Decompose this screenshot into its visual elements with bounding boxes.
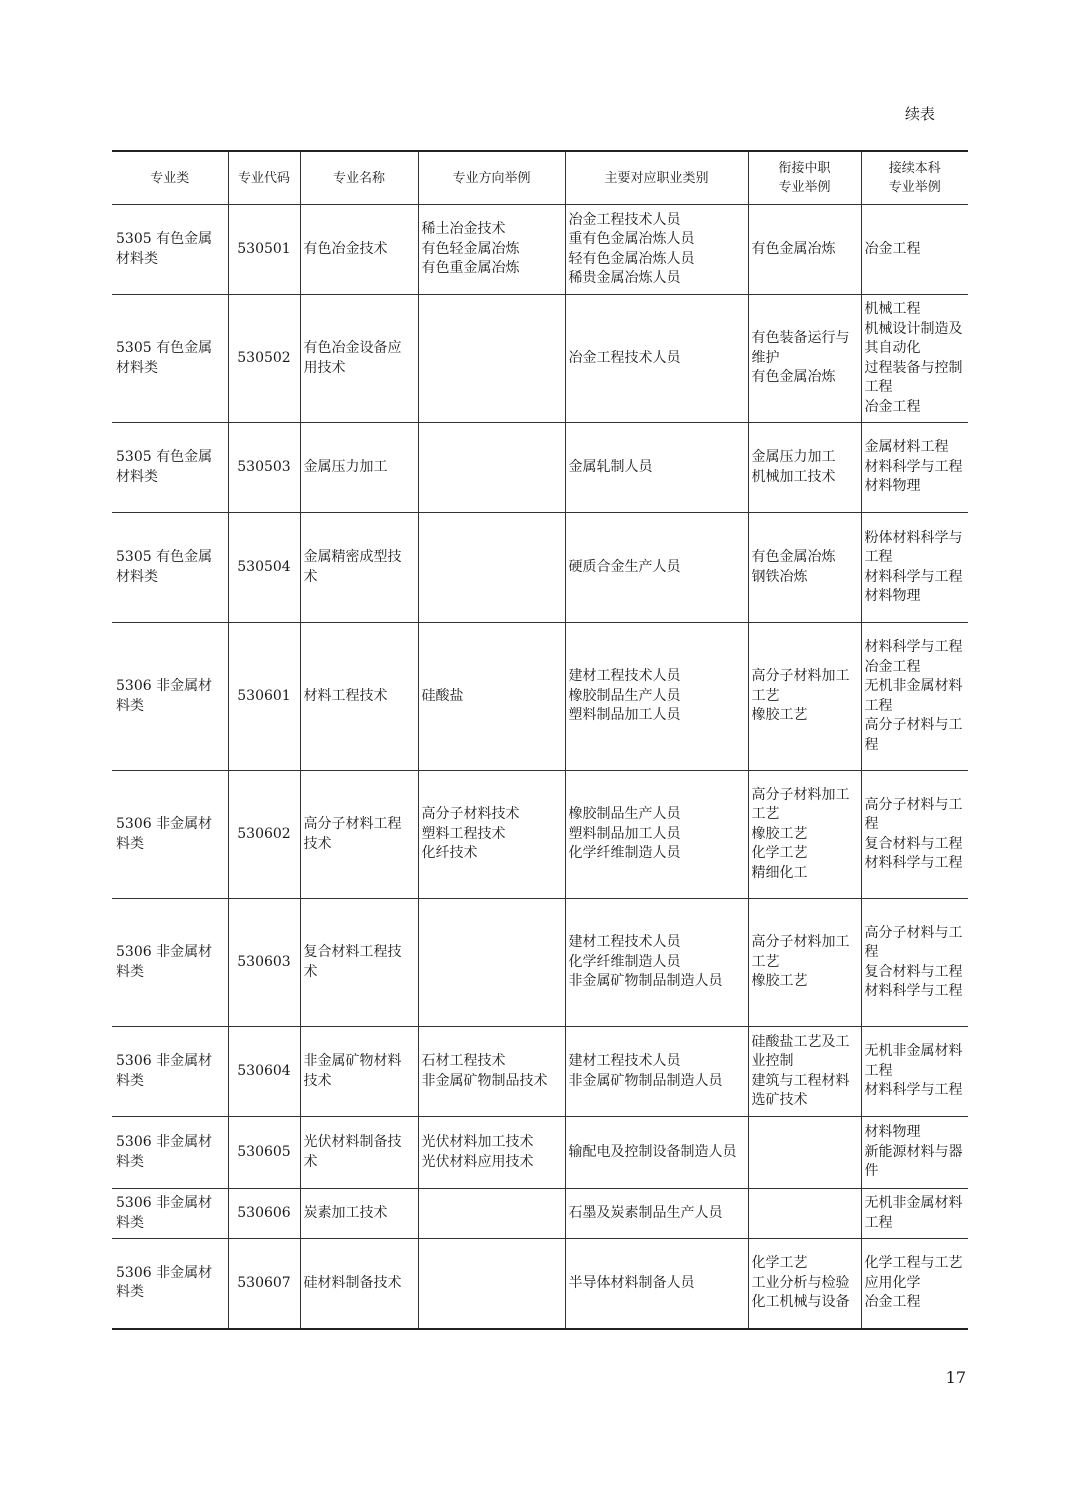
undergrad-major-cell: [861, 1027, 968, 1117]
direction-cell-item: 塑料工程技术: [421, 825, 506, 842]
undergrad-major-cell-item: 高分子材料与工程: [864, 796, 963, 832]
occupation-cell-item: 建材工程技术人员: [568, 1053, 681, 1069]
secondary-major-cell: [748, 513, 861, 623]
secondary-major-cell-item: 精细化工: [751, 864, 808, 881]
major-name-cell: 金属压力加工: [300, 423, 418, 513]
direction-cell-item: 有色重金属冶炼: [421, 260, 520, 277]
table-row: [112, 1239, 968, 1329]
secondary-major-cell-item: 高分子材料加工工艺: [751, 668, 850, 704]
major-code-cell: 530604: [228, 1027, 300, 1117]
secondary-major-cell: [748, 899, 861, 1027]
category-cell: 5305 有色金属材料类: [112, 423, 228, 513]
direction-cell: [418, 205, 565, 295]
undergrad-major-cell: [861, 899, 968, 1027]
secondary-major-cell-item: 有色金属冶炼: [751, 240, 836, 257]
secondary-major-cell: [748, 1239, 861, 1329]
secondary-major-cell-item: 橡胶工艺: [751, 707, 808, 724]
category-cell: 5306 非金属材料类: [112, 1189, 228, 1239]
direction-cell-item: 石材工程技术: [421, 1053, 506, 1069]
undergrad-major-cell-item: 机械设计制造及其自动化: [864, 320, 963, 356]
table-row: [112, 899, 968, 1027]
major-name-cell: 硅材料制备技术: [300, 1239, 418, 1329]
undergrad-major-cell-item: 冶金工程: [864, 1294, 921, 1310]
occupation-cell-item: 输配电及控制设备制造人员: [568, 1143, 737, 1160]
category-cell: 5306 非金属材料类: [112, 899, 228, 1027]
undergrad-major-cell-item: 金属材料工程: [864, 439, 949, 456]
undergrad-major-cell-item: 材料科学与工程: [864, 855, 963, 871]
occupation-cell-item: 冶金工程技术人员: [568, 349, 681, 366]
direction-cell: [418, 899, 565, 1027]
table-row: [112, 513, 968, 623]
secondary-major-cell: [748, 1117, 861, 1189]
major-code-cell: 530503: [228, 423, 300, 513]
secondary-major-cell-item: 橡胶工艺: [751, 825, 808, 842]
page-number: 17: [945, 1368, 966, 1387]
secondary-major-cell: [748, 623, 861, 771]
undergrad-major-cell: [861, 623, 968, 771]
undergrad-major-cell-item: 冶金工程: [864, 398, 921, 415]
undergrad-major-cell-item: 高分子材料与工程: [864, 924, 963, 960]
secondary-major-cell-item: 化学工艺: [751, 1255, 808, 1271]
header-line: 衔接中职: [778, 161, 831, 176]
direction-cell-item: 化纤技术: [421, 845, 478, 862]
occupation-cell: [565, 423, 748, 513]
header-undergrad: [861, 151, 968, 205]
major-name-cell: 金属精密成型技术: [300, 513, 418, 623]
header-line: 专业举例: [888, 180, 941, 195]
table-row: [112, 1117, 968, 1189]
secondary-major-cell: [748, 771, 861, 899]
major-catalog-table: [112, 150, 968, 1330]
undergrad-major-cell-item: 材料科学与工程: [864, 639, 963, 655]
major-name-cell: 材料工程技术: [300, 623, 418, 771]
header-line: 专业方向举例: [452, 170, 531, 186]
direction-cell-item: 稀土冶金技术: [421, 221, 506, 238]
secondary-major-cell: [748, 423, 861, 513]
occupation-cell-item: 建材工程技术人员: [568, 668, 681, 685]
header-category: [112, 151, 228, 205]
table-header-row: [112, 151, 968, 205]
header-name: [300, 151, 418, 205]
undergrad-major-cell-item: 无机非金属材料工程: [864, 1195, 963, 1231]
undergrad-major-cell: [861, 423, 968, 513]
occupation-cell: [565, 1189, 748, 1239]
occupation-cell-item: 橡胶制品生产人员: [568, 806, 681, 823]
table-row: [112, 623, 968, 771]
major-code-cell: 530603: [228, 899, 300, 1027]
undergrad-major-cell-item: 材料科学与工程: [864, 983, 963, 999]
undergrad-major-cell-item: 复合材料与工程: [864, 963, 963, 980]
major-name-cell: 复合材料工程技术: [300, 899, 418, 1027]
table-row: [112, 1189, 968, 1239]
major-code-cell: 530607: [228, 1239, 300, 1329]
secondary-major-cell-item: 建筑与工程材料: [751, 1072, 850, 1089]
table-row: [112, 295, 968, 423]
occupation-cell-item: 石墨及炭素制品生产人员: [568, 1204, 723, 1221]
direction-cell: [418, 513, 565, 623]
header-line: 主要对应职业类别: [604, 170, 709, 186]
major-name-cell: 有色冶金技术: [300, 205, 418, 295]
occupation-cell-item: 非金属矿物制品制造人员: [568, 1072, 723, 1089]
undergrad-major-cell-item: 材料物理: [864, 588, 921, 604]
undergrad-major-cell-item: 无机非金属材料工程: [864, 1043, 963, 1079]
category-cell: 5306 非金属材料类: [112, 1239, 228, 1329]
secondary-major-cell-item: 金属压力加工: [751, 449, 836, 465]
undergrad-major-cell-item: 新能源材料与器件: [864, 1143, 963, 1180]
header-code: [228, 151, 300, 205]
major-name-cell: 有色冶金设备应用技术: [300, 295, 418, 423]
secondary-major-cell-item: 有色金属冶炼: [751, 369, 836, 386]
major-code-cell: 530602: [228, 771, 300, 899]
major-code-cell: 530605: [228, 1117, 300, 1189]
occupation-cell-item: 化学纤维制造人员: [568, 845, 681, 862]
major-code-cell: 530601: [228, 623, 300, 771]
table-row: [112, 423, 968, 513]
major-code-cell: 530502: [228, 295, 300, 423]
major-code-cell: 530606: [228, 1189, 300, 1239]
category-cell: 5305 有色金属材料类: [112, 295, 228, 423]
undergrad-major-cell: [861, 1189, 968, 1239]
header-line: 接续本科: [888, 161, 941, 176]
direction-cell-item: 非金属矿物制品技术: [421, 1072, 548, 1089]
secondary-major-cell: [748, 1189, 861, 1239]
occupation-cell: [565, 771, 748, 899]
undergrad-major-cell-item: 机械工程: [864, 301, 921, 317]
occupation-cell-item: 金属轧制人员: [568, 458, 653, 475]
occupation-cell: [565, 1027, 748, 1117]
header-line: 专业类: [150, 170, 190, 186]
secondary-major-cell: [748, 205, 861, 295]
occupation-cell-item: 轻有色金属冶炼人员: [568, 250, 695, 267]
direction-cell: [418, 1117, 565, 1189]
undergrad-major-cell: [861, 513, 968, 623]
direction-cell-item: 高分子材料技术: [421, 806, 520, 823]
secondary-major-cell-item: 机械加工技术: [751, 468, 836, 485]
undergrad-major-cell-item: 过程装备与控制工程: [864, 359, 963, 395]
direction-cell: [418, 1027, 565, 1117]
direction-cell-item: 硅酸盐: [421, 687, 464, 704]
table-row: [112, 205, 968, 295]
occupation-cell-item: 冶金工程技术人员: [568, 211, 681, 228]
header-secondary: [748, 151, 861, 205]
undergrad-major-cell: [861, 771, 968, 899]
major-code-cell: 530504: [228, 513, 300, 623]
secondary-major-cell: [748, 295, 861, 423]
table-row: [112, 771, 968, 899]
major-name-cell: 高分子材料工程技术: [300, 771, 418, 899]
secondary-major-cell-item: 硅酸盐工艺及工业控制: [751, 1033, 850, 1069]
occupation-cell: [565, 295, 748, 423]
table-row: [112, 1027, 968, 1117]
direction-cell: [418, 295, 565, 423]
occupation-cell-item: 化学纤维制造人员: [568, 953, 681, 970]
undergrad-major-cell: [861, 1239, 968, 1329]
secondary-major-cell-item: 钢铁冶炼: [751, 568, 808, 585]
header-line: 专业名称: [332, 170, 385, 186]
header-line: 专业代码: [237, 170, 290, 186]
occupation-cell-item: 稀贵金属冶炼人员: [568, 270, 681, 286]
undergrad-major-cell-item: 粉体材料科学与工程: [864, 529, 963, 565]
direction-cell-item: 光伏材料加工技术: [421, 1134, 534, 1150]
direction-cell: [418, 623, 565, 771]
secondary-major-cell-item: 化工机械与设备: [751, 1294, 850, 1310]
occupation-cell-item: 塑料制品加工人员: [568, 825, 681, 842]
undergrad-major-cell-item: 材料物理: [864, 1124, 921, 1141]
undergrad-major-cell-item: 高分子材料与工程: [864, 717, 963, 753]
secondary-major-cell-item: 工业分析与检验: [751, 1274, 850, 1291]
direction-cell-item: 光伏材料应用技术: [421, 1153, 534, 1170]
category-cell: 5306 非金属材料类: [112, 623, 228, 771]
category-cell: 5305 有色金属材料类: [112, 513, 228, 623]
secondary-major-cell-item: 有色金属冶炼: [751, 549, 836, 565]
occupation-cell-item: 建材工程技术人员: [568, 934, 681, 951]
header-directions: [418, 151, 565, 205]
undergrad-major-cell-item: 无机非金属材料工程: [864, 678, 963, 714]
undergrad-major-cell-item: 材料科学与工程: [864, 458, 963, 475]
occupation-cell: [565, 1239, 748, 1329]
occupation-cell-item: 半导体材料制备人员: [568, 1274, 695, 1291]
undergrad-major-cell-item: 冶金工程: [864, 658, 921, 675]
category-cell: 5306 非金属材料类: [112, 1117, 228, 1189]
category-cell: 5306 非金属材料类: [112, 771, 228, 899]
secondary-major-cell: [748, 1027, 861, 1117]
continued-label: 续表: [904, 105, 935, 123]
header-occupations: [565, 151, 748, 205]
undergrad-major-cell-item: 复合材料与工程: [864, 835, 963, 852]
major-name-cell: 非金属矿物材料技术: [300, 1027, 418, 1117]
category-cell: 5305 有色金属材料类: [112, 205, 228, 295]
secondary-major-cell-item: 高分子材料加工工艺: [751, 786, 850, 823]
occupation-cell: [565, 513, 748, 623]
direction-cell: [418, 1239, 565, 1329]
undergrad-major-cell-item: 材料科学与工程: [864, 1082, 963, 1099]
occupation-cell: [565, 205, 748, 295]
occupation-cell-item: 非金属矿物制品制造人员: [568, 973, 723, 990]
secondary-major-cell-item: 橡胶工艺: [751, 973, 808, 990]
occupation-cell-item: 塑料制品加工人员: [568, 707, 681, 724]
header-line: 专业举例: [778, 180, 831, 195]
direction-cell: [418, 771, 565, 899]
undergrad-major-cell-item: 材料科学与工程: [864, 568, 963, 585]
major-name-cell: 光伏材料制备技术: [300, 1117, 418, 1189]
undergrad-major-cell: [861, 1117, 968, 1189]
undergrad-major-cell: [861, 295, 968, 423]
secondary-major-cell-item: 选矿技术: [751, 1092, 808, 1108]
secondary-major-cell-item: 化学工艺: [751, 845, 808, 862]
occupation-cell-item: 橡胶制品生产人员: [568, 687, 681, 704]
direction-cell: [418, 423, 565, 513]
occupation-cell: [565, 623, 748, 771]
undergrad-major-cell-item: 冶金工程: [864, 240, 921, 257]
major-code-cell: 530501: [228, 205, 300, 295]
category-cell: 5306 非金属材料类: [112, 1027, 228, 1117]
occupation-cell-item: 重有色金属冶炼人员: [568, 231, 695, 247]
direction-cell-item: 有色轻金属冶炼: [421, 240, 520, 257]
undergrad-major-cell-item: 材料物理: [864, 478, 921, 495]
undergrad-major-cell: [861, 205, 968, 295]
occupation-cell-item: 硬质合金生产人员: [568, 558, 681, 575]
direction-cell: [418, 1189, 565, 1239]
occupation-cell: [565, 1117, 748, 1189]
undergrad-major-cell-item: 化学工程与工艺: [864, 1255, 963, 1271]
secondary-major-cell-item: 有色装备运行与维护: [751, 330, 850, 366]
occupation-cell: [565, 899, 748, 1027]
secondary-major-cell-item: 高分子材料加工工艺: [751, 934, 850, 970]
major-name-cell: 炭素加工技术: [300, 1189, 418, 1239]
undergrad-major-cell-item: 应用化学: [864, 1274, 921, 1291]
table-body: [112, 205, 968, 1329]
